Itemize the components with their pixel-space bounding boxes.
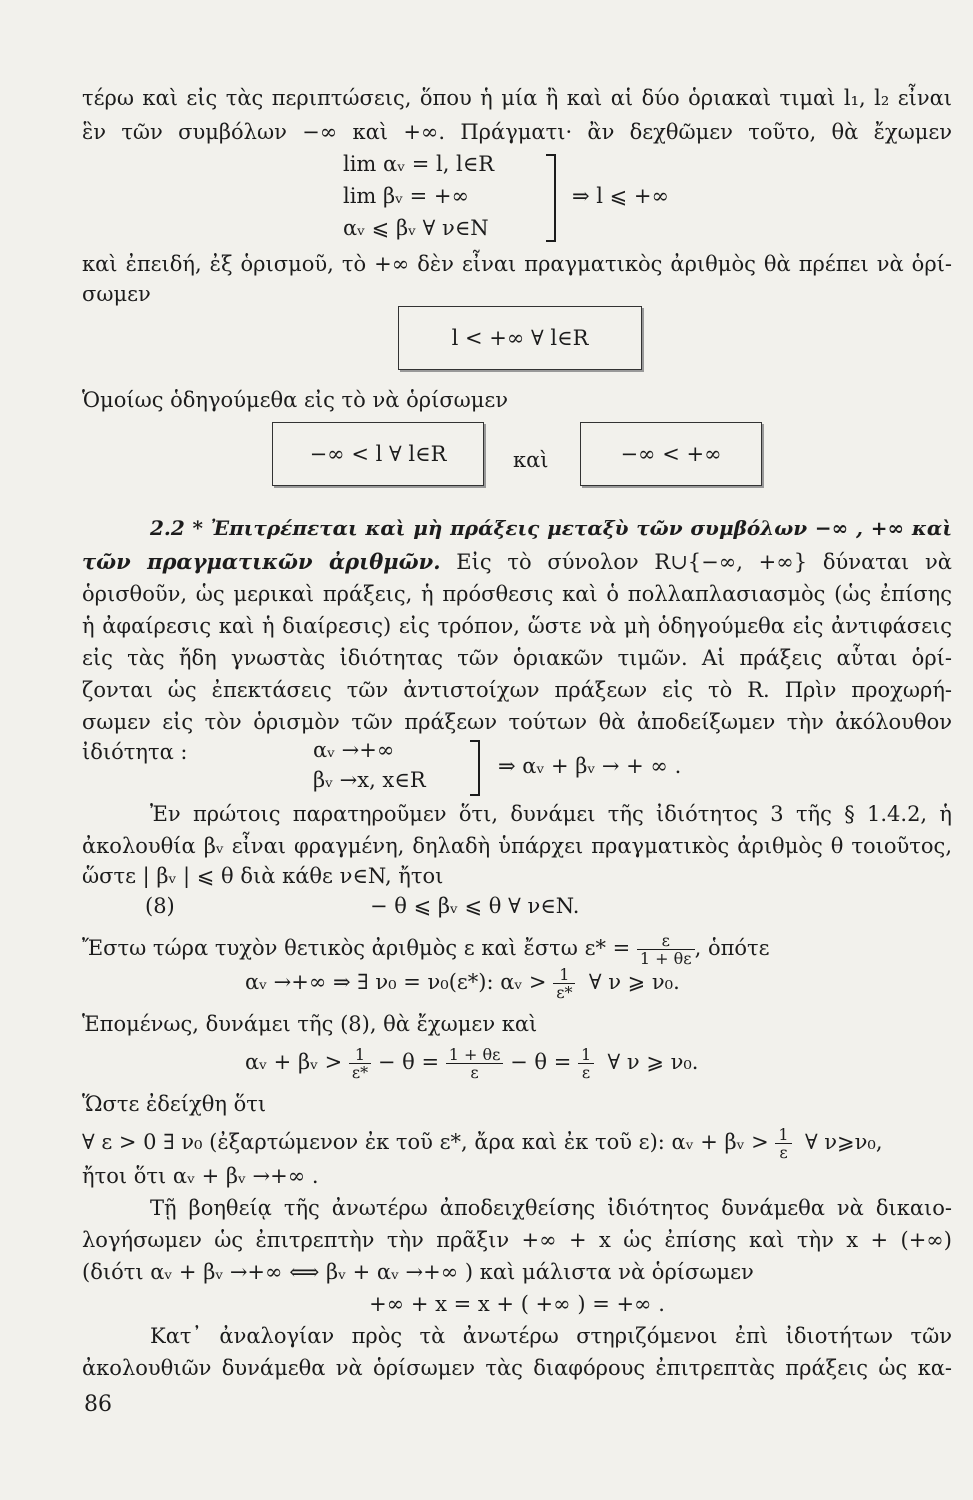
text-line-11: σωμεν εἰς τὸν ὁρισμὸν τῶν πράξεων τούτων θὰ ἀποδείξωμεν τὴν ἀκόλουθον <box>82 710 952 734</box>
limit-condition-start: αᵥ →+∞ ⇒ ∃ ν₀ = ν₀(ε*): αᵥ > <box>245 970 547 994</box>
text-line-22-end: ∀ ν⩾ν₀, <box>804 1130 883 1154</box>
fraction-numerator: 1 <box>578 1046 594 1064</box>
text-line-17 <box>82 932 952 967</box>
text-line-2: ἓν τῶν συμβόλων −∞ καὶ +∞. Πράγματι· ἂν δεχθῶμεν τοῦτο, θὰ ἔχωμεν <box>82 120 952 144</box>
fraction-denominator: 1 + θε <box>639 949 692 968</box>
system1-row2: lim βᵥ = +∞ <box>343 184 470 208</box>
fraction-f5 <box>578 1046 594 1081</box>
text-line-3: καὶ ἐπειδή, ἐξ ὁρισμοῦ, τὸ +∞ δὲν εἶναι πραγματικὸς ἀριθμὸς θὰ πρέπει νὰ ὁρί- <box>82 252 952 276</box>
text-line-22 <box>82 1126 952 1161</box>
text-line-17-start: Ἔστω τώρα τυχὸν θετικὸς ἀριθμὸς ε καὶ ἔστω ε* = <box>82 936 631 960</box>
text-line-6 <box>82 548 952 576</box>
page-number: 86 <box>84 1392 112 1417</box>
chain-part-4: ∀ ν ⩾ ν₀. <box>607 1050 699 1074</box>
text-line-4: σωμεν <box>82 282 151 306</box>
system2-brace <box>470 740 480 796</box>
text-line-14: ἀκολουθία βᵥ εἶναι φραγμένη, δηλαδὴ ὑπάρχει πραγματικὸς ἀριθμὸς θ τοιοῦτος, <box>82 834 952 858</box>
system2-implies: ⇒ αᵥ + βᵥ → + ∞ . <box>498 754 682 778</box>
text-line-13: Ἐν πρώτοις παρατηροῦμεν ὅτι, δυνάμει τῆς ἰδιότητος 3 τῆς § 1.4.2, ἡ <box>150 802 952 826</box>
system1-implies: ⇒ l ⩽ +∞ <box>572 184 670 208</box>
text-line-25: λογήσωμεν ὡς ἐπιτρεπτὴν τὴν πρᾶξιν +∞ + x ὡς ἐπίσης καὶ τὴν x + (+∞) <box>82 1228 952 1252</box>
system1-row3: αᵥ ⩽ βᵥ ∀ ν∈N <box>343 216 489 240</box>
chain-part-2: − θ = <box>377 1050 440 1074</box>
text-line-10: ζονται ὡς ἐπεκτάσεις τῶν ἀντιστοίχων πράξεων εἰς τὸ R. Πρὶν προχωρή- <box>82 678 952 702</box>
equation-8: − θ ⩽ βᵥ ⩽ θ ∀ ν∈N. <box>370 894 580 918</box>
fraction-numerator: 1 <box>349 1046 371 1064</box>
fraction-denominator: ε* <box>351 1063 369 1082</box>
text-line-6-rest: Εἰς τὸ σύνολον R∪{−∞, +∞} δύναται νὰ <box>456 550 952 574</box>
text-line-15: ὥστε | βᵥ | ⩽ θ διὰ κάθε ν∈N, ἤτοι <box>82 864 444 888</box>
fraction-denominator: ε <box>581 1063 591 1082</box>
text-line-22-start: ∀ ε > 0 ∃ ν₀ (ἐξαρτώμενον ἐκ τοῦ ε*, ἄρα καὶ ἐκ τοῦ ε): αᵥ + βᵥ > <box>82 1130 769 1154</box>
chain-part-3: − θ = <box>510 1050 572 1074</box>
text-line-1: τέρω καὶ εἰς τὰς περιπτώσεις, ὅπου ἡ μία ἢ καὶ αἱ δύο ὁριακαὶ τιμαὶ l₁, l₂ εἶναι <box>82 86 952 110</box>
fraction-denominator: ε <box>779 1143 788 1162</box>
section-heading: 2.2 * Ἐπιτρέπεται καὶ μὴ πράξεις μεταξὺ τῶν συμβόλων −∞ , +∞ καὶ <box>150 516 952 540</box>
system2-row2: βᵥ →x, x∈R <box>313 768 426 792</box>
equation-number-8: (8) <box>145 894 175 918</box>
fraction-denominator: ε* <box>556 983 573 1002</box>
fraction-f6 <box>775 1126 791 1161</box>
boxed-inequality-3: −∞ < +∞ <box>580 422 762 486</box>
text-line-19: Ἑπομένως, δυνάμει τῆς (8), θὰ ἔχωμεν καὶ <box>82 1012 538 1036</box>
text-line-27: +∞ + x = x + ( +∞ ) = +∞ . <box>369 1292 665 1316</box>
text-line-12: ἰδιότητα : <box>82 740 188 764</box>
boxed-inequality-1: l < +∞ ∀ l∈R <box>398 306 642 370</box>
fraction-f3 <box>349 1046 371 1081</box>
text-line-8: ἡ ἀφαίρεσις καὶ ἡ διαίρεσις) εἰς τρόπον, ὥστε νὰ μὴ ὁδηγούμεθα εἰς ἀντιφάσεις <box>82 614 952 638</box>
fraction-numerator: 1 + θε <box>446 1046 504 1064</box>
system1-row1: lim αᵥ = l, l∈R <box>343 152 495 176</box>
system1-brace <box>546 154 556 242</box>
text-line-9: εἰς τὰς ἤδη γνωστὰς ἰδιότητας τῶν ὁριακῶν τιμῶν. Αἱ πράξεις αὗται ὁρί- <box>82 646 952 670</box>
boxed-inequality-2: −∞ < l ∀ l∈R <box>272 422 484 486</box>
fraction-denominator: ε <box>470 1063 479 1082</box>
limit-condition-end: ∀ ν ⩾ ν₀. <box>588 970 680 994</box>
text-line-21: Ὥστε ἐδείχθη ὅτι <box>82 1092 267 1116</box>
fraction-epsilon-star <box>637 932 695 967</box>
and-word: καὶ <box>513 448 549 472</box>
inequality-chain <box>245 1046 698 1081</box>
chain-part-1: αᵥ + βᵥ > <box>245 1050 343 1074</box>
text-line-29: ἀκολουθιῶν δυνάμεθα νὰ ὁρίσωμεν τὰς διαφόρους ἐπιτρεπτὰς πράξεις ὡς κα- <box>82 1356 952 1380</box>
limit-condition <box>245 966 680 1001</box>
text-line-24: Τῇ βοηθείᾳ τῆς ἀνωτέρω ἀποδειχθείσης ἰδιότητος δυνάμεθα νὰ δικαιο- <box>150 1196 952 1220</box>
fraction-one-over-epsilon-star <box>553 966 575 1001</box>
fraction-numerator: 1 <box>775 1126 791 1144</box>
fraction-f4 <box>446 1046 504 1081</box>
text-line-7: ὁρισθοῦν, ὡς μερικαὶ πράξεις, ἡ πρόσθεσις καὶ ὁ πολλαπλασιασμὸς (ὡς ἐπίσης <box>82 582 952 606</box>
text-line-28: Κατ᾽ ἀναλογίαν πρὸς τὰ ἀνωτέρω στηριζόμενοι ἐπὶ ἰδιοτήτων τῶν <box>150 1324 952 1348</box>
text-line-17-end: , ὁπότε <box>694 936 770 960</box>
system2-row1: αᵥ →+∞ <box>313 738 395 762</box>
fraction-numerator: 1 <box>553 966 575 984</box>
text-line-23: ἤτοι ὅτι αᵥ + βᵥ →+∞ . <box>82 1164 319 1188</box>
fraction-numerator: ε <box>637 932 695 950</box>
text-line-5: Ὁμοίως ὁδηγούμεθα εἰς τὸ νὰ ὁρίσωμεν <box>82 388 509 412</box>
heading-continuation: τῶν πραγματικῶν ἀριθμῶν. <box>82 549 441 574</box>
text-line-26: (διότι αᵥ + βᵥ →+∞ ⟺ βᵥ + αᵥ →+∞ ) καὶ μάλιστα νὰ ὁρίσωμεν <box>82 1260 754 1284</box>
